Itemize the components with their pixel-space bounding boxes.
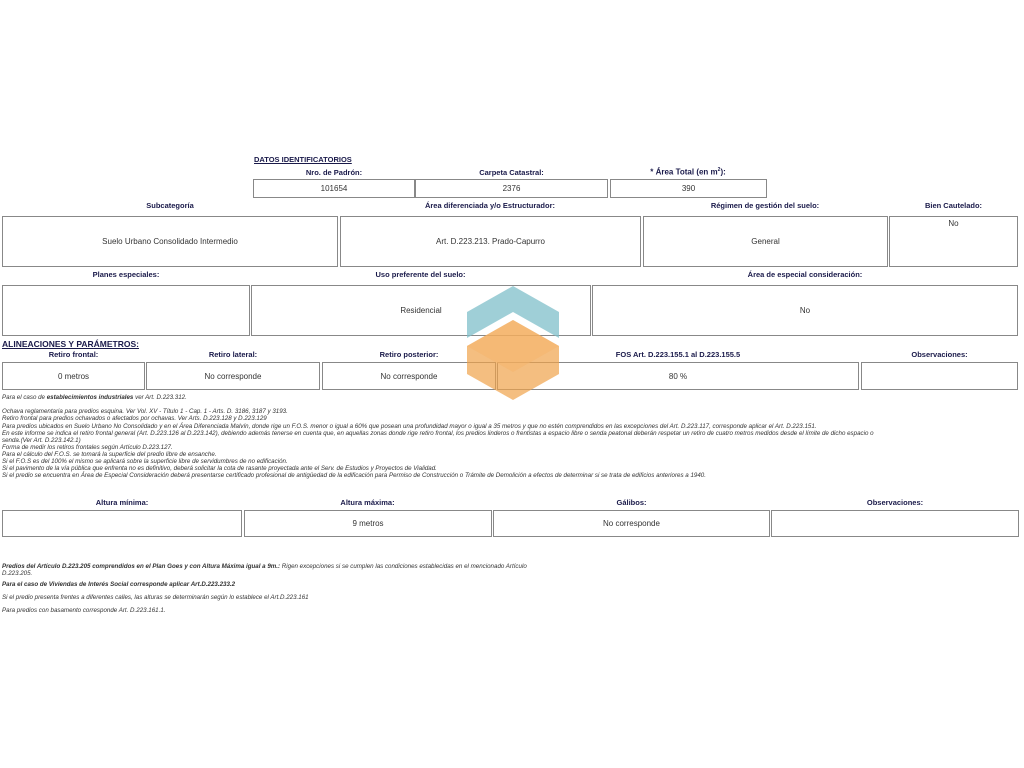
plan-goes-note: Predios del Artículo D.223.205 comprendidos en el Plan Goes y con Altura Máxima igual a 9m.: Rigen excepciones si se cumplen las condiciones establecidas en el mencionado Artículo	[2, 563, 527, 570]
fos-field: 80 %	[497, 362, 859, 390]
retiro-posterior-field: No corresponde	[322, 362, 496, 390]
note-8: Si el F.O.S es del 100% el mismo se aplicará sobre la superficie libre de servidumbres de no edificación.	[2, 458, 288, 465]
retiro-lateral-label: Retiro lateral:	[208, 350, 258, 359]
plan-goes-note-cont: D.223.205.	[2, 570, 33, 577]
note-10: Si el predio se encuentra en Área de Especial Consideración deberá presentarse certificado profesional de antigüedad de la edificación para Permiso de Construcción o Trámite de Demolición a efectos de determinar si se trata de edificios anteriores a 1940.	[2, 472, 706, 479]
galibos-label: Gálibos:	[616, 498, 647, 507]
note-4: En este informe se indica el retiro frontal general (Art. D.223.126 al D.223.142), debiendo además tenerse en cuenta que, en aquellas zonas donde rige retiro frontal, los predios linderos o frentistas a espacio libre o senda peatonal deberán respetar un retiro de cuatro metros medidos desde el límite de dicho espacio o	[2, 430, 874, 437]
retiro-frontal-label: Retiro frontal:	[48, 350, 99, 359]
area-diferenciada-label: Área diferenciada y/o Estructurador:	[424, 201, 556, 210]
altura-minima-field	[2, 510, 242, 537]
subcategoria-label: Subcategoría	[146, 201, 194, 210]
fos-label: FOS Art. D.223.155.1 al D.223.155.5	[615, 350, 741, 359]
uso-label: Uso preferente del suelo:	[375, 270, 466, 279]
area-total-label: * Área Total (en $m^2$):	[650, 167, 726, 177]
observaciones-alturas-field	[771, 510, 1019, 537]
observaciones-field	[861, 362, 1018, 390]
note-6: Forma de medir los retiros frontales según Artículo D.223.127.	[2, 444, 173, 451]
retiro-posterior-label: Retiro posterior:	[379, 350, 439, 359]
note-5: senda.(Ver Art. D.223.142.1)	[2, 437, 81, 444]
vivienda-note: Para el caso de Viviendas de Interés Social corresponde aplicar Art.D.223.233.2	[2, 581, 236, 588]
carpeta-field: 2376	[415, 179, 608, 198]
section-title-alineaciones: ALINEACIONES Y PARÁMETROS:	[2, 339, 139, 349]
area-diferenciada-field: Art. D.223.213. Prado-Capurro	[340, 216, 641, 267]
planes-field	[2, 285, 250, 336]
note-3: Para predios ubicados en Suelo Urbano No Consolidado y en el Área Diferenciada Malvín, donde rige un F.O.S. menor o igual a 60% que posean una profundidad mayor o igual a 35 metros y que no estén comprendidos en las excepciones del Art. D.223.117, corresponde aplicar el Art. D.223.151.	[2, 423, 817, 430]
bien-cautelado-label: Bien Cautelado:	[924, 201, 983, 210]
galibos-field: No corresponde	[493, 510, 770, 537]
carpeta-label: Carpeta Catastral:	[479, 168, 544, 177]
altura-minima-label: Altura mínima:	[95, 498, 149, 507]
frentes-note: Si el predio presenta frentes a diferentes calles, las alturas se determinarán según lo establece el Art.D.223.161	[2, 594, 309, 601]
note-9: Si el pavimento de la vía pública que enfrenta no es definitivo, deberá solicitar la cota de rasante proyectada ante el Serv. de Estudios y Proyectos de Vialidad.	[2, 465, 437, 472]
altura-maxima-field: 9 metros	[244, 510, 492, 537]
planes-label: Planes especiales:	[92, 270, 160, 279]
note-2: Retiro frontal para predios ochavados o afectados por ochavas. Ver Arts. D.223.128 y D.223.129	[2, 415, 267, 422]
note-7: Para el cálculo del F.O.S. se tomará la superficie del predio libre de ensanche.	[2, 451, 217, 458]
cube-logo-icon	[465, 286, 561, 400]
area-especial-label: Área de especial consideración:	[747, 270, 863, 279]
regimen-field: General	[643, 216, 888, 267]
regimen-label: Régimen de gestión del suelo:	[710, 201, 820, 210]
area-especial-field: No	[592, 285, 1018, 336]
observaciones-label: Observaciones:	[911, 350, 968, 359]
altura-maxima-label: Altura máxima:	[340, 498, 395, 507]
subcategoria-field: Suelo Urbano Consolidado Intermedio	[2, 216, 338, 267]
note-1: Ochava reglamentaria para predios esquina. Ver Vol. XV - Título 1 - Cap. 1 - Arts. D. 3186, 3187 y 3193.	[2, 408, 288, 415]
observaciones-alturas-label: Observaciones:	[866, 498, 924, 507]
basamento-note: Para predios con basamento corresponde Art. D.223.161.1.	[2, 607, 166, 614]
uso-field: Residencial	[251, 285, 591, 336]
area-total-field: 390	[610, 179, 767, 198]
section-title-identificatorios: DATOS IDENTIFICATORIOS	[254, 155, 352, 164]
document-sheet	[0, 152, 1024, 614]
padron-label: Nro. de Padrón:	[305, 168, 363, 177]
retiro-frontal-field: 0 metros	[2, 362, 145, 390]
padron-field: 101654	[253, 179, 415, 198]
bien-cautelado-field: No	[889, 216, 1018, 267]
retiro-lateral-field: No corresponde	[146, 362, 320, 390]
industrial-note: Para el caso de establecimientos industriales ver Art. D.223.312.	[2, 394, 187, 401]
